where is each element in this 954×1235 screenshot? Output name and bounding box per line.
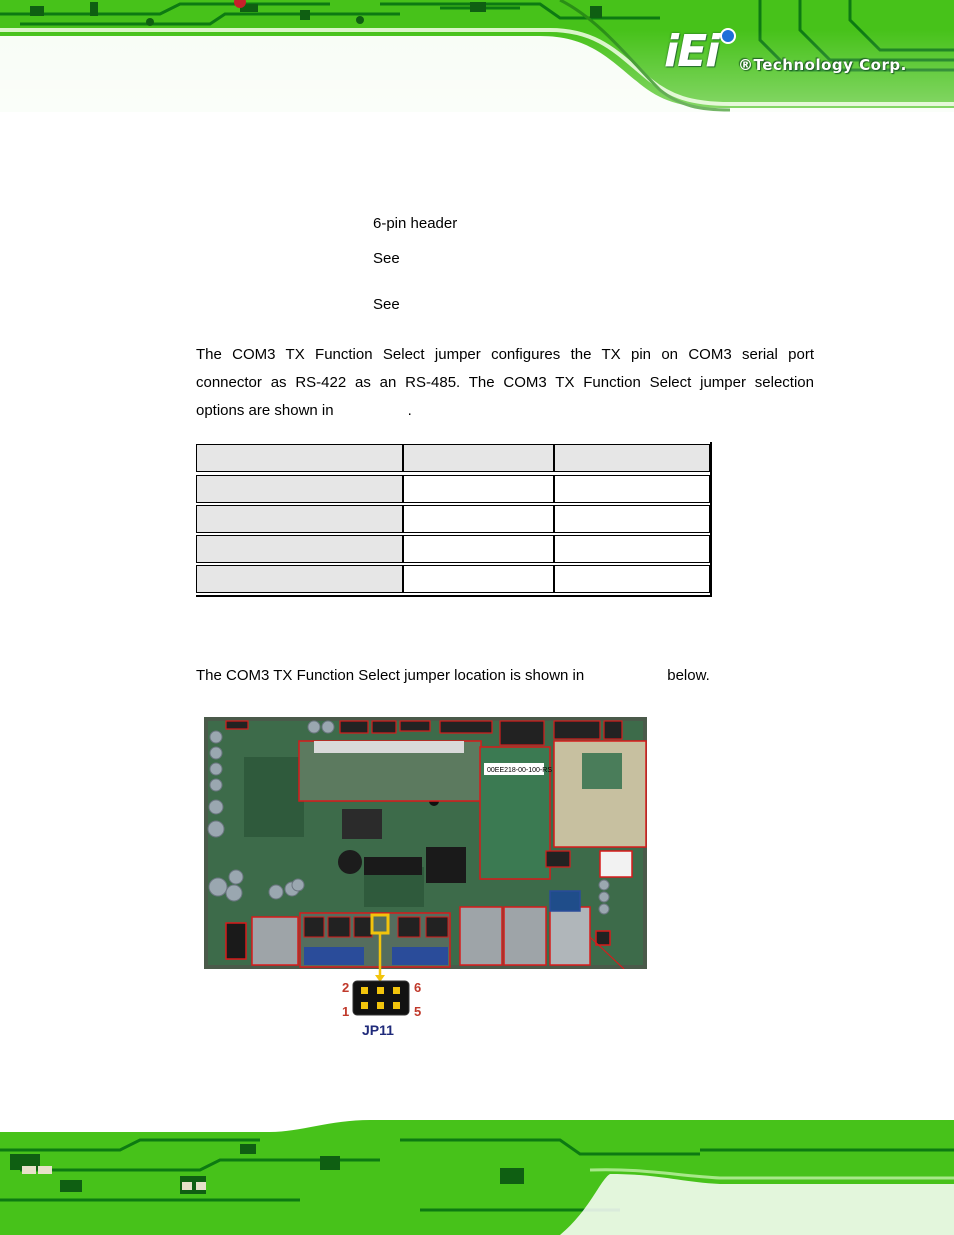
table-row bbox=[196, 535, 712, 565]
table-cell bbox=[403, 505, 554, 533]
jumper-header-graphic bbox=[352, 980, 410, 1016]
circuit-board-footer-graphic bbox=[0, 1110, 954, 1235]
jumper-label: JP11 bbox=[362, 1022, 394, 1038]
jumper-location-sentence bbox=[196, 667, 710, 685]
location-sentence-after: below. bbox=[667, 667, 710, 684]
company-logo bbox=[664, 26, 934, 86]
table-cell bbox=[196, 535, 403, 563]
jp11-pinout-diagram bbox=[330, 978, 440, 1042]
table-cell bbox=[554, 505, 710, 533]
jumper-type-value: 6-pin header bbox=[373, 215, 458, 232]
table-header-cell bbox=[554, 444, 710, 472]
table-cell bbox=[554, 535, 710, 563]
page-header-banner bbox=[0, 0, 954, 112]
table-cell bbox=[196, 565, 403, 593]
table-cell bbox=[554, 475, 710, 503]
table-cell bbox=[403, 535, 554, 563]
paragraph-line-text: options are shown in bbox=[196, 402, 334, 419]
table-cell bbox=[196, 505, 403, 533]
paragraph-line: connector as RS-422 as an RS-485. The COM3 TX Function Select jumper selection bbox=[196, 374, 814, 391]
table-row bbox=[196, 475, 712, 505]
jumper-settings-table bbox=[196, 442, 712, 597]
module-label-text: 00EE218-00-100-RS bbox=[487, 767, 552, 774]
logo-dot-icon bbox=[720, 28, 736, 44]
table-cell bbox=[403, 475, 554, 503]
jumper-description-paragraph bbox=[196, 341, 814, 425]
table-header-cell bbox=[196, 444, 403, 472]
pin-number-6: 6 bbox=[414, 980, 422, 995]
table-row bbox=[196, 565, 712, 595]
table-cell bbox=[554, 565, 710, 593]
table-row bbox=[196, 505, 712, 535]
page-footer-banner bbox=[0, 1110, 954, 1235]
table-cell bbox=[196, 475, 403, 503]
table-header-row bbox=[196, 444, 712, 474]
table-header-cell bbox=[403, 444, 554, 472]
pin-number-2: 2 bbox=[342, 980, 350, 995]
pin-number-5: 5 bbox=[414, 1004, 422, 1019]
logo-company-name: ®Technology Corp. bbox=[738, 56, 907, 74]
pin-number-1: 1 bbox=[342, 1004, 350, 1019]
paragraph-trailing-period: . bbox=[407, 402, 412, 419]
jumper-settings-reference: See bbox=[373, 250, 400, 267]
location-sentence-text: The COM3 TX Function Select jumper location is shown in bbox=[196, 667, 585, 684]
motherboard-photo bbox=[204, 717, 647, 969]
paragraph-line bbox=[196, 397, 814, 425]
logo-mark: iEi bbox=[664, 26, 719, 77]
table-cell bbox=[403, 565, 554, 593]
paragraph-line: The COM3 TX Function Select jumper configures the TX pin on COM3 serial port bbox=[196, 346, 814, 363]
jumper-location-reference: See bbox=[373, 296, 400, 313]
